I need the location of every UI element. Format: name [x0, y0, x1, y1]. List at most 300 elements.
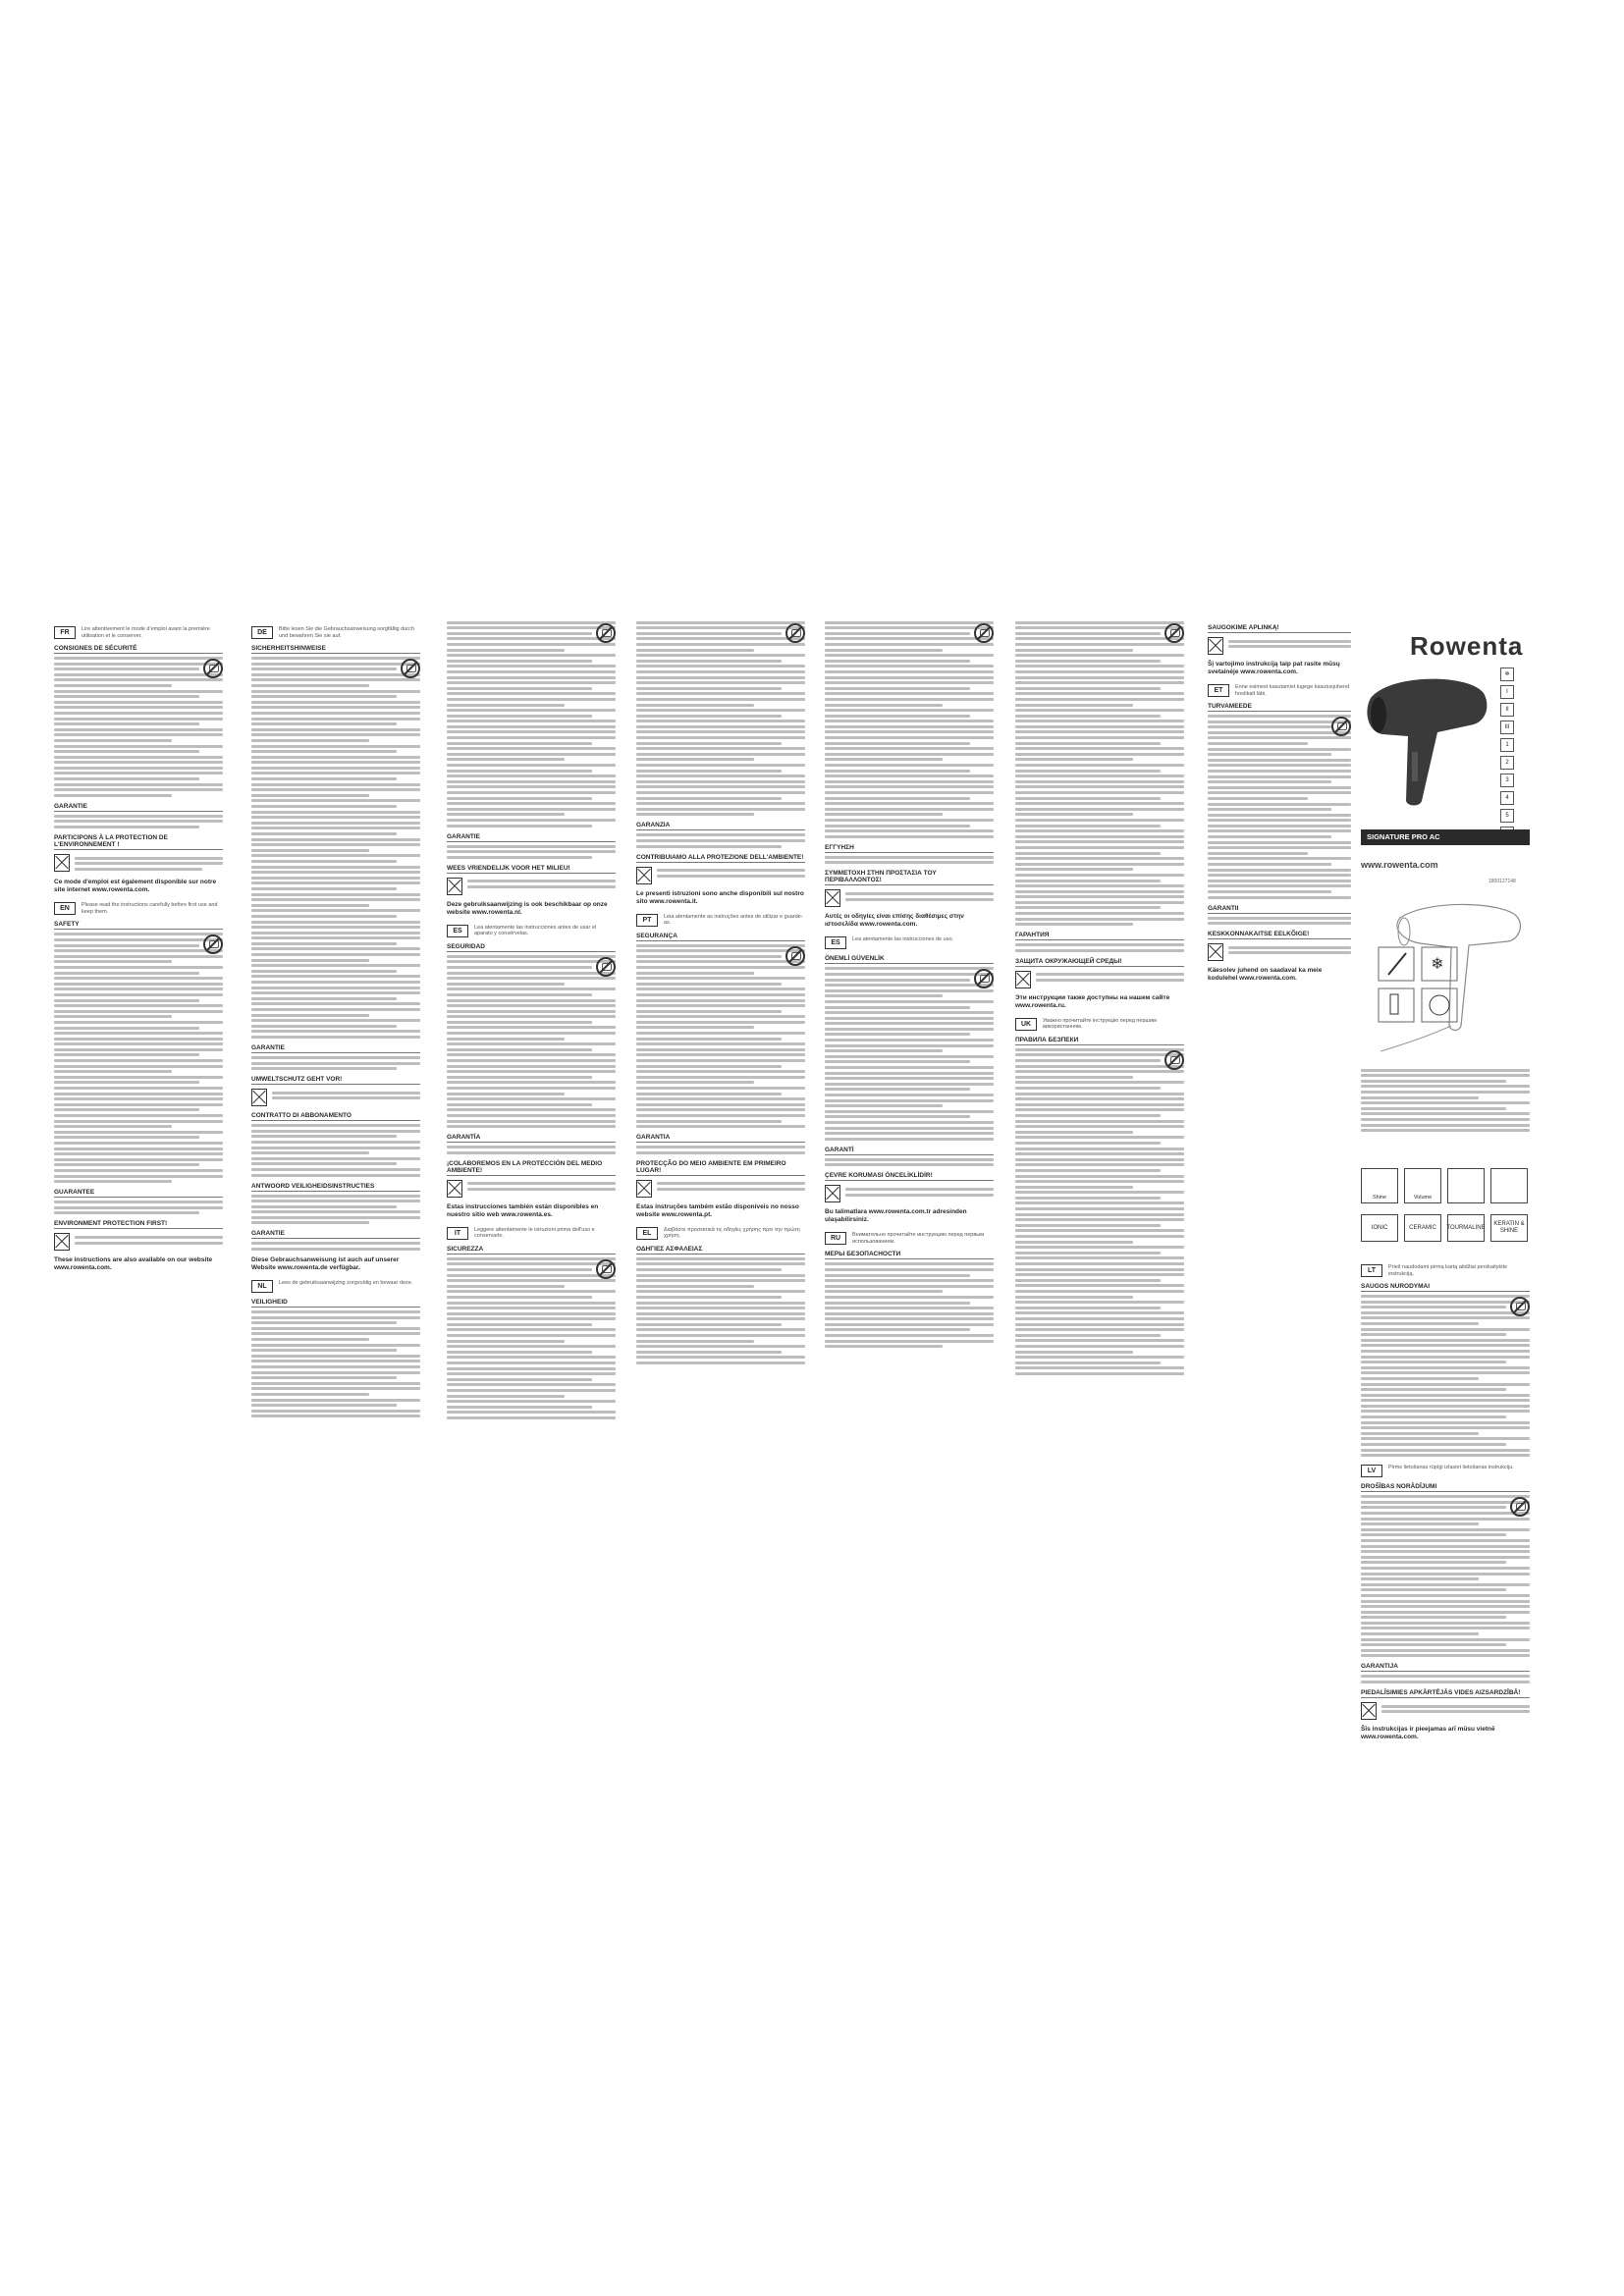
text-line [251, 877, 420, 880]
text-line [54, 944, 199, 947]
text-line [636, 1290, 805, 1293]
text-line [1015, 1163, 1184, 1166]
text-line [1361, 1443, 1506, 1446]
section-heading: VEILIGHEID [251, 1299, 420, 1308]
text-line [636, 1268, 782, 1271]
text-line [825, 1066, 994, 1069]
text-line [1015, 1273, 1184, 1276]
crossed-bin-icon [636, 867, 652, 884]
text-line [825, 770, 970, 773]
text-line [1015, 1148, 1184, 1150]
language-intro: Pirms lietošanas rūpīgi izlasiet lietošanas instrukciju. [1388, 1465, 1514, 1471]
text-line [636, 1070, 805, 1073]
text-line [1015, 1114, 1161, 1117]
text-line [251, 1327, 420, 1330]
text-line [251, 1248, 420, 1251]
text-line [251, 1360, 420, 1362]
language-intro: Lea atentamente las instrucciones de uso. [852, 936, 954, 943]
text-line [1208, 869, 1351, 872]
text-line [54, 820, 223, 823]
recycling-text [75, 1233, 223, 1247]
text-line [447, 1053, 616, 1056]
text-line [251, 1344, 420, 1347]
text-line [825, 742, 970, 745]
text-line [251, 1067, 397, 1070]
text-line [825, 825, 970, 828]
language-header [251, 1280, 420, 1293]
text-line [251, 1056, 420, 1059]
text-line [1015, 1169, 1161, 1172]
text-line [251, 1321, 397, 1324]
text-line [54, 712, 223, 715]
language-header [447, 925, 616, 937]
text-line [636, 785, 805, 788]
section-heading: ΣΥΜΜΕΤΟΧΗ ΣΤΗΝ ΠΡΟΣΤΑΣΙΑ ΤΟΥ ΠΕΡΙΒΑΛΛΟΝΤΟΣ! [825, 870, 994, 885]
language-intro: Leggere attentamente le istruzioni prima dell'uso e conservarle. [474, 1226, 595, 1240]
text-line [1361, 1356, 1530, 1359]
text-line [636, 1328, 805, 1331]
text-line [1361, 1605, 1530, 1608]
text-line [1361, 1437, 1530, 1440]
section-heading: GARANTIJA [1361, 1663, 1530, 1672]
text-line [825, 1099, 994, 1102]
section-heading: GARANTIE [54, 803, 223, 812]
text-line [1015, 1339, 1184, 1342]
text-line [1015, 725, 1184, 728]
text-line [251, 695, 397, 698]
text-line [1015, 692, 1184, 695]
text-line [825, 989, 994, 992]
text-line [825, 1049, 943, 1052]
section-body [54, 815, 223, 828]
text-line [1361, 1638, 1530, 1641]
text-line [447, 797, 592, 800]
text-line [636, 1081, 754, 1084]
text-line [447, 1021, 592, 1024]
text-line [54, 1103, 223, 1106]
text-line [447, 813, 565, 816]
text-line [825, 681, 994, 684]
text-line [825, 979, 970, 982]
text-line [825, 637, 994, 640]
text-line [54, 718, 223, 721]
text-line [251, 904, 369, 907]
text-line [636, 1279, 805, 1282]
section-body [825, 1262, 994, 1348]
language-intro: Lees de gebruiksaanwijzing zorgvuldig en bewaar deze. [279, 1280, 413, 1287]
text-line [845, 1188, 994, 1191]
feature-tag: CERAMIC [1404, 1214, 1441, 1242]
text-line [251, 772, 420, 774]
section-heading: GARANTİ [825, 1147, 994, 1155]
text-line [825, 1006, 970, 1009]
text-line [54, 1087, 223, 1090]
section-body [1361, 1675, 1530, 1683]
text-line [1208, 753, 1331, 756]
section-body [1015, 943, 1184, 952]
website-notice: Diese Gebrauchsanweisung ist auch auf unserer Website www.rowenta.de verfügbar. [251, 1256, 400, 1272]
section-body [825, 1158, 994, 1167]
text-line [251, 1157, 420, 1160]
section-body [1361, 1295, 1530, 1457]
text-line [636, 1120, 782, 1123]
text-line [636, 1125, 805, 1128]
section-heading: KESKKONNAKAITSE EELKÕIGE! [1208, 931, 1351, 939]
text-line [1015, 1186, 1133, 1189]
bath-icon [602, 629, 612, 637]
text-line [636, 1097, 805, 1100]
text-line [1015, 1142, 1161, 1145]
text-line [825, 1312, 994, 1315]
text-line [447, 1108, 616, 1111]
text-line [825, 753, 994, 756]
mode-label: Shine [1372, 1195, 1387, 1201]
text-line [1015, 923, 1133, 926]
mode-label: Volume [1413, 1195, 1433, 1201]
bath-icon [602, 963, 612, 971]
text-line [636, 960, 805, 963]
text-line [1015, 791, 1184, 794]
text-line [1361, 1454, 1530, 1457]
text-line [1015, 918, 1184, 921]
control-button-icon: 5 [1500, 809, 1514, 823]
text-line [1015, 621, 1184, 624]
text-line [825, 730, 994, 733]
text-line [447, 1307, 616, 1309]
text-line [636, 670, 805, 673]
text-line [251, 921, 420, 924]
text-line [447, 785, 616, 788]
text-line [1208, 835, 1331, 838]
column-1 [54, 618, 223, 1278]
text-line [825, 632, 970, 635]
text-line [1361, 1649, 1530, 1652]
text-line [447, 1317, 616, 1320]
text-line [467, 1182, 616, 1185]
section-body [447, 621, 616, 828]
text-line [825, 856, 994, 859]
text-line [54, 1136, 199, 1139]
text-line [1361, 1399, 1530, 1402]
text-line [447, 1097, 616, 1100]
text-line [251, 750, 397, 753]
text-line [1361, 1600, 1530, 1603]
text-line [251, 959, 369, 962]
text-line [825, 1158, 994, 1161]
text-line [1015, 730, 1184, 733]
bath-icon [1170, 629, 1180, 637]
text-line [1015, 1246, 1184, 1249]
website-notice: Šīs instrukcijas ir pieejamas arī mūsu vietnē www.rowenta.com. [1361, 1726, 1495, 1741]
text-line [1361, 1322, 1479, 1325]
text-line [825, 1274, 970, 1277]
language-intro: Leia atentamente as instruções antes de utilizar e guarde-as. [664, 913, 803, 927]
column-7 [1208, 618, 1351, 988]
text-line [636, 1004, 805, 1007]
text-line [1208, 736, 1351, 739]
text-line [1208, 808, 1331, 811]
text-line [636, 643, 805, 646]
text-line [54, 1142, 223, 1145]
website-label: www.rowenta.com [1361, 860, 1438, 870]
text-line [54, 1015, 172, 1018]
text-line [251, 1242, 420, 1245]
text-line [636, 1257, 805, 1260]
text-line [54, 1131, 223, 1134]
control-button-icon: III [1500, 721, 1514, 734]
text-line [825, 829, 994, 832]
language-header [1361, 1264, 1530, 1277]
text-line [1015, 1334, 1161, 1337]
text-line [845, 892, 994, 895]
text-line [251, 860, 397, 863]
text-line [636, 813, 754, 816]
text-line [1361, 1681, 1530, 1683]
bath-icon [1516, 1303, 1526, 1310]
text-line [54, 1163, 199, 1166]
text-line [1361, 1573, 1530, 1575]
text-line [447, 1383, 616, 1386]
dryer-sketch [1361, 888, 1530, 1055]
language-intro: Уважно прочитайте інструкцію перед першим використанням. [1043, 1017, 1157, 1031]
text-line [251, 1376, 397, 1379]
text-line [825, 973, 994, 976]
text-line [251, 783, 420, 786]
text-line [1361, 1405, 1530, 1408]
language-code: DE [251, 626, 273, 639]
text-line [54, 772, 223, 774]
text-line [1208, 825, 1351, 828]
text-line [825, 687, 970, 690]
text-line [1015, 819, 1184, 822]
text-line [636, 1362, 805, 1364]
text-line [825, 1132, 994, 1135]
text-line [54, 695, 199, 698]
text-line [447, 1328, 616, 1331]
text-line [447, 1279, 616, 1282]
text-line [447, 977, 616, 980]
text-line [1015, 764, 1184, 767]
text-line [54, 767, 223, 770]
section-body [636, 1257, 805, 1364]
language-code: NL [251, 1280, 273, 1293]
mode-illustration [1361, 1168, 1398, 1203]
text-line [447, 791, 616, 794]
text-line [251, 756, 420, 759]
text-line [251, 739, 369, 742]
text-line [1015, 895, 1184, 898]
text-line [1015, 1224, 1161, 1227]
bath-icon [406, 665, 416, 672]
text-line [1015, 1125, 1184, 1128]
text-line [54, 1081, 199, 1084]
text-line [825, 654, 994, 657]
text-line [75, 1236, 223, 1239]
text-line [251, 1349, 397, 1352]
text-line [447, 747, 616, 750]
text-line [1015, 1311, 1184, 1314]
text-line [825, 1268, 994, 1271]
text-line [636, 692, 805, 695]
text-line [251, 827, 420, 829]
text-line [251, 1387, 420, 1390]
text-line [1361, 1675, 1530, 1678]
section-heading: GARANTII [1208, 905, 1351, 914]
text-line [447, 808, 616, 811]
text-line [251, 1365, 420, 1368]
text-line [1361, 1118, 1530, 1121]
text-line [825, 715, 970, 718]
text-line [447, 1076, 592, 1079]
control-button-icon: 3 [1500, 774, 1514, 787]
text-line [54, 1065, 223, 1068]
text-line [1015, 1262, 1184, 1265]
control-button-icon: 2 [1500, 756, 1514, 770]
text-line [251, 1141, 420, 1144]
text-line [1015, 649, 1133, 652]
text-line [1015, 753, 1184, 756]
language-intro: Enne esimest kasutamist lugege kasutusjuhend hoolikalt läbi. [1235, 684, 1350, 697]
text-line [251, 1332, 420, 1335]
text-line [636, 1021, 805, 1024]
text-line [636, 999, 805, 1002]
text-line [447, 1093, 565, 1095]
text-line [636, 1087, 805, 1090]
text-line [251, 964, 420, 967]
text-line [251, 953, 420, 956]
text-line [825, 994, 943, 997]
text-line [825, 698, 994, 701]
section-heading: PIEDALĪSIMIES APKĀRTĒJĀS VIDES AIZSARDZĪBĀ! [1361, 1689, 1530, 1698]
text-line [447, 649, 565, 652]
text-line [251, 1382, 420, 1385]
text-line [1361, 1622, 1530, 1625]
mode-illustration [1404, 1168, 1441, 1203]
section-heading: SAFETY [54, 921, 223, 930]
language-header [251, 626, 420, 639]
text-line [1015, 1207, 1184, 1210]
text-line [636, 660, 782, 663]
text-line [1361, 1295, 1530, 1298]
text-line [1361, 1366, 1530, 1369]
text-line [447, 1411, 616, 1414]
recycling-text [1228, 943, 1351, 957]
text-line [251, 1019, 420, 1022]
text-line [825, 791, 994, 794]
section-heading: SICHERHEITSHINWEISE [251, 645, 420, 654]
text-line [636, 1114, 805, 1117]
text-line [1015, 1059, 1161, 1062]
text-line [251, 1310, 420, 1313]
text-line [636, 704, 754, 707]
text-line [54, 1152, 223, 1155]
text-line [1036, 979, 1184, 982]
text-line [251, 799, 420, 802]
text-line [447, 1151, 616, 1154]
mode-illustration [1447, 1168, 1485, 1203]
section-heading: ENVIRONMENT PROTECTION FIRST! [54, 1220, 223, 1229]
text-line [1361, 1501, 1530, 1504]
section-heading: ЗАЩИТА ОКРУЖАЮЩЕЙ СРЕДЫ! [1015, 958, 1184, 967]
text-line [1015, 949, 1184, 952]
language-code: LV [1361, 1465, 1382, 1477]
text-line [251, 1399, 420, 1402]
text-line [1015, 1197, 1161, 1200]
text-line [636, 972, 754, 975]
text-line [251, 981, 420, 984]
text-line [251, 1216, 420, 1219]
text-line [54, 750, 199, 753]
text-line [825, 1094, 994, 1096]
website-notice: Ce mode d'emploi est également disponible sur notre site internet www.rowenta.com. [54, 879, 217, 894]
text-line [251, 1415, 420, 1417]
text-line [1015, 1317, 1184, 1320]
language-intro: Lire attentivement le mode d’emploi avant la première utilisation et le conserver. [81, 626, 210, 639]
text-line [467, 1188, 616, 1191]
text-line [1015, 890, 1184, 893]
recycling-notice [825, 889, 994, 907]
section-body [825, 967, 994, 1140]
text-line [1361, 1377, 1479, 1380]
section-body [825, 856, 994, 865]
text-line [1015, 1290, 1184, 1293]
no-water-icon [203, 659, 223, 678]
text-line [75, 857, 223, 860]
text-line [1228, 640, 1351, 643]
text-line [251, 987, 420, 989]
no-water-icon [596, 623, 616, 643]
text-line [636, 833, 805, 836]
text-line [825, 1028, 994, 1031]
text-line [1015, 1103, 1184, 1106]
crossed-bin-icon [54, 854, 70, 872]
column-2 [251, 618, 420, 1420]
text-line [54, 690, 223, 693]
language-intro: Διαβάστε προσεκτικά τις οδηγίες χρήσης πριν την πρώτη χρήση. [664, 1226, 800, 1240]
text-line [636, 687, 782, 690]
text-line [1015, 1065, 1184, 1068]
text-line [1015, 912, 1184, 915]
bath-icon [980, 629, 990, 637]
text-line [825, 1044, 994, 1047]
text-line [825, 1323, 994, 1326]
recycling-text [1381, 1702, 1530, 1716]
text-line [1015, 1081, 1184, 1084]
text-line [1015, 785, 1184, 788]
text-line [447, 825, 592, 828]
text-line [636, 1340, 754, 1343]
text-line [1015, 709, 1184, 712]
section-heading: SICUREZZA [447, 1246, 616, 1255]
text-line [54, 1070, 172, 1073]
text-line [447, 626, 616, 629]
text-line [54, 977, 223, 980]
language-header [825, 1232, 994, 1245]
text-line [636, 791, 805, 794]
button-strip [1500, 667, 1518, 844]
text-line [1015, 780, 1184, 783]
text-line [1361, 1069, 1530, 1072]
feature-tag: KERATIN & SHINE [1490, 1214, 1528, 1242]
text-line [54, 993, 223, 996]
recycling-notice [54, 854, 223, 873]
text-line [54, 815, 223, 818]
section-body [1208, 917, 1351, 926]
text-line [1015, 1076, 1133, 1079]
text-line [54, 933, 223, 935]
text-line [636, 665, 805, 667]
text-line [825, 1127, 994, 1130]
